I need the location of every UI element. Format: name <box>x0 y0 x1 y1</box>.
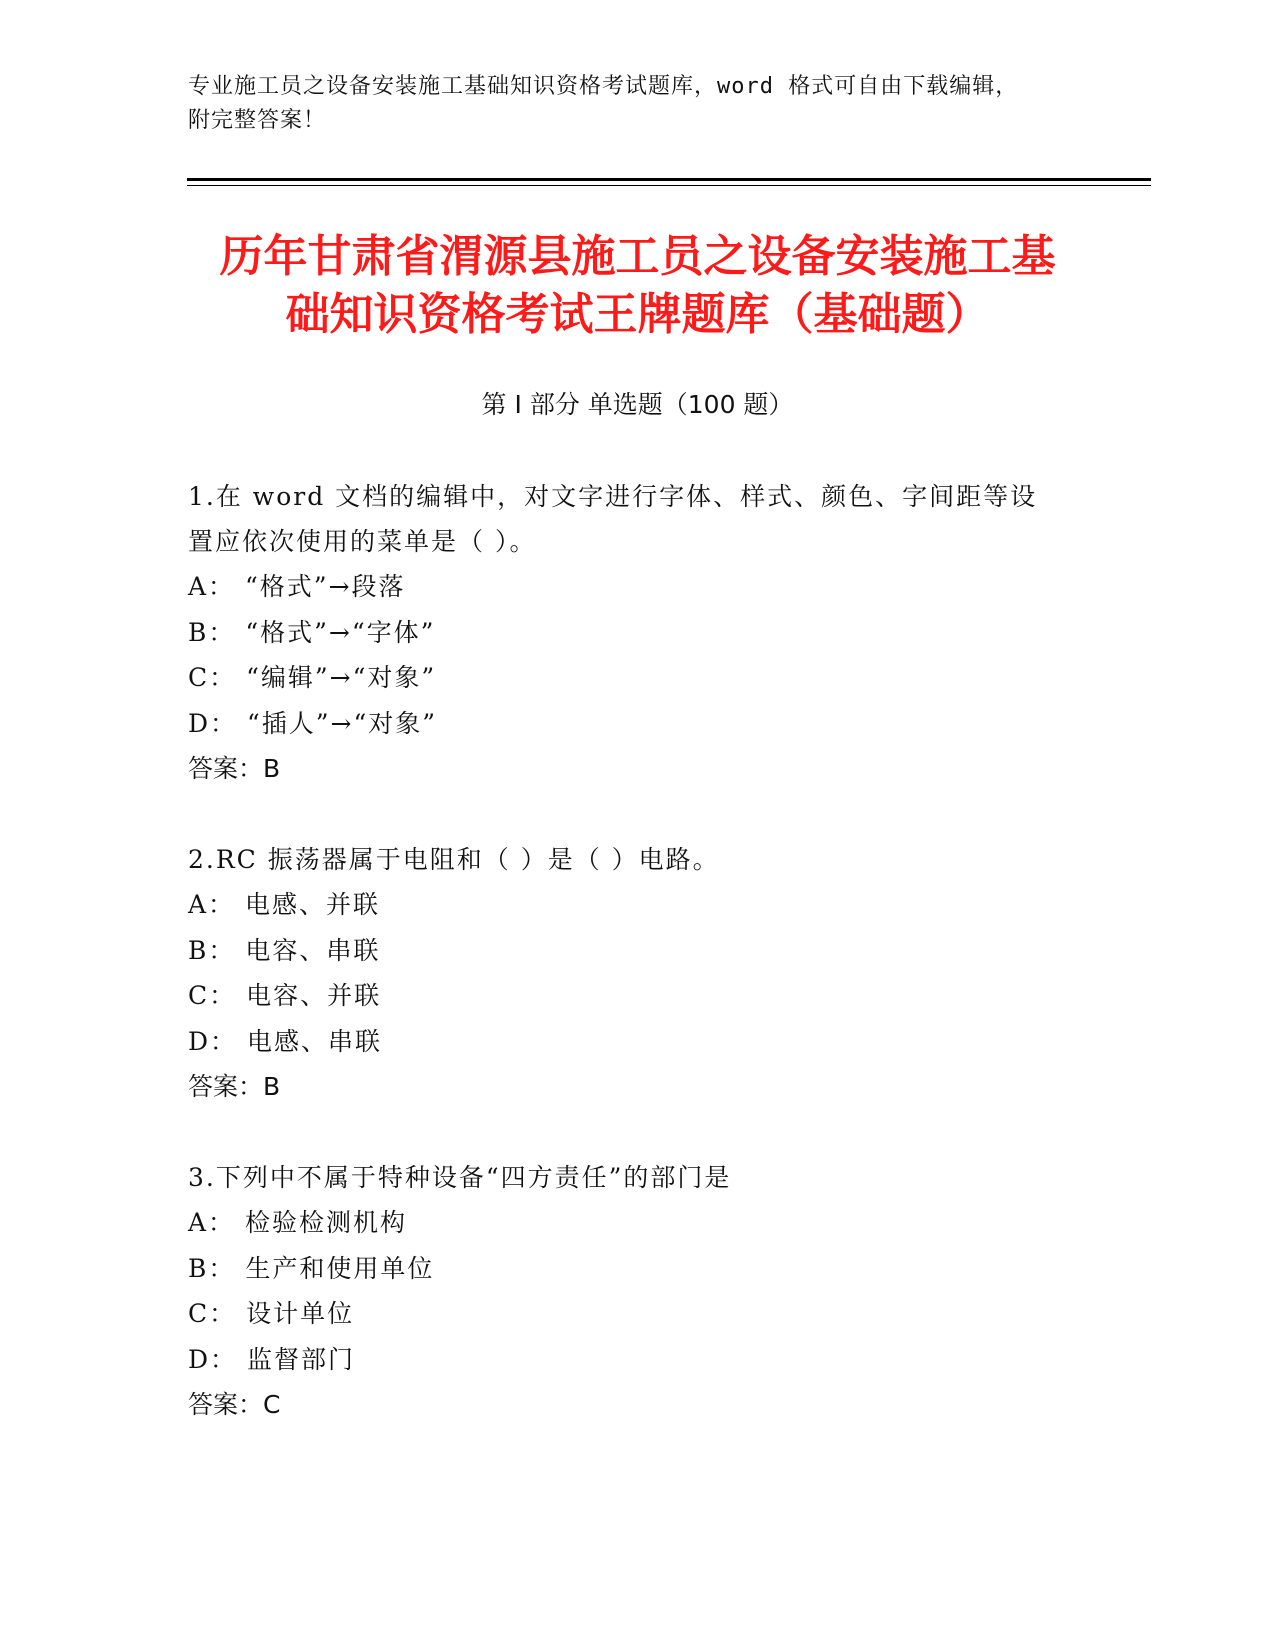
option-b: B： 电容、串联 <box>188 935 381 965</box>
header-line-1: 专业施工员之设备安装施工基础知识资格考试题库，word 格式可自由下载编辑， <box>188 74 1019 99</box>
question-2 <box>188 837 1088 1109</box>
option-c: C： 设计单位 <box>188 1299 355 1328</box>
answer: 答案：B <box>188 1072 281 1101</box>
question-stem-line-1: 1.在 word 文档的编辑中，对文字进行字体、样式、颜色、字间距等设 <box>188 482 1038 511</box>
title-line-2: 础知识资格考试王牌题库（基础题） <box>285 289 990 340</box>
section-heading: 第 I 部分 单选题（100 题） <box>481 390 794 419</box>
option-b: B： 生产和使用单位 <box>188 1253 435 1283</box>
title-line-1: 历年甘肃省渭源县施工员之设备安装施工基 <box>219 231 1056 282</box>
question-list <box>188 474 1088 1473</box>
question-3 <box>188 1155 1088 1427</box>
option-b: B： “格式”→“字体” <box>188 617 436 647</box>
header-divider-thin <box>187 185 1151 186</box>
option-a: A： 电感、并联 <box>188 890 381 919</box>
question-1 <box>188 474 1088 791</box>
option-c: C： “编辑”→“对象” <box>188 663 437 692</box>
question-stem: 2.RC 振荡器属于电阻和（ ）是（ ）电路。 <box>188 845 720 874</box>
option-d: D： 电感、串联 <box>188 1026 382 1056</box>
header-divider-thick <box>187 178 1151 181</box>
header-line-2: 附完整答案！ <box>188 108 327 133</box>
option-a: A： 检验检测机构 <box>188 1208 408 1237</box>
answer: 答案：B <box>188 754 281 783</box>
option-d: D： 监督部门 <box>188 1344 355 1374</box>
option-d: D： “插人”→“对象” <box>188 708 438 738</box>
answer: 答案：C <box>188 1390 281 1419</box>
option-a: A： “格式”→段落 <box>188 572 406 601</box>
document-title <box>130 228 1145 344</box>
question-stem: 3.下列中不属于特种设备“四方责任”的部门是 <box>188 1163 732 1192</box>
document-header <box>188 70 1068 138</box>
question-stem <box>188 474 1088 564</box>
question-stem-line-2: 置应依次使用的菜单是（ ）。 <box>188 527 537 556</box>
option-c: C： 电容、并联 <box>188 981 382 1010</box>
